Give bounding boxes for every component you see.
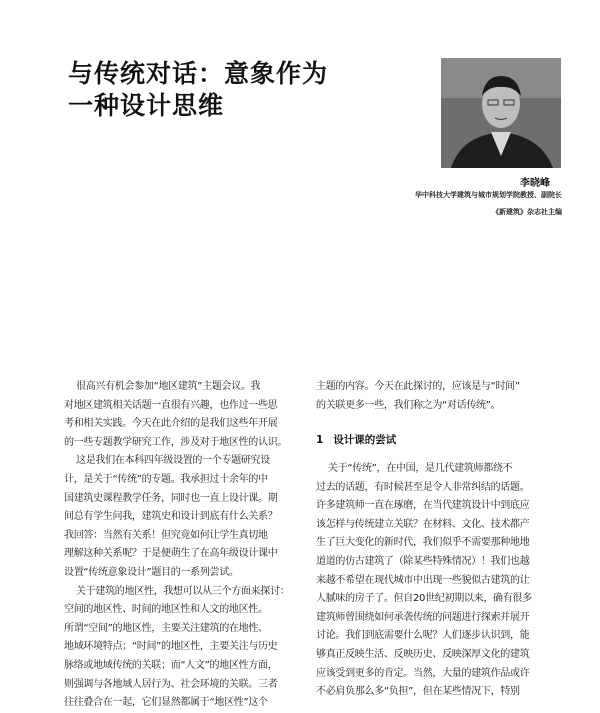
body-column-right [316, 460, 543, 698]
left-column-line: 很高兴有机会参加“地区建筑”主题会议。我 [76, 381, 261, 392]
left-column-line: 的一些专题教学研究工作，涉及对于地区性的认识。 [64, 436, 288, 448]
right-column-top-line: 的关联更多一些，我们称之为“对话传统”。 [316, 399, 501, 411]
author-affiliation-1: 华中科技大学建筑与城市规划学院教授、副院长 [415, 191, 562, 199]
left-column-line: 设置“传统意象设计”题目的一系列尝试。 [64, 566, 239, 578]
body-column-left [64, 378, 292, 709]
right-column-line: 够真正反映生活、反映历史、反映深厚文化的建筑 [316, 648, 530, 660]
right-column-line: 过去的话题，有时候甚至是令人非常纠结的话题。 [316, 481, 530, 493]
right-column-line: 来越不希望在现代城市中出现一些貌似古建筑的让 [316, 574, 530, 586]
right-column-line: 道道的仿古建筑了（除某些特殊情况）！我们也越 [316, 555, 530, 567]
title-line-2: 一种设计思维 [68, 91, 225, 120]
right-column-line: 该怎样与传统建立关联？在材料、文化、技术都产 [316, 518, 530, 530]
right-column-line: 关于“传统”，在中国，是几代建筑师都绕不 [328, 463, 513, 474]
right-column-line: 人腻味的房子了。但自20世纪初期以来，确有很多 [316, 593, 532, 605]
right-column-line: 应该受到更多的肯定。当然，大量的建筑作品或许 [316, 667, 530, 679]
left-column-line: 考和相关实践。今天在此介绍的是我们这些年开展 [64, 418, 278, 430]
left-column-line: 脉络或地域传统的关联；而“人文”的地区性方面， [64, 659, 278, 671]
right-column-line: 讨论。我们到底需要什么呢？人们逐步认识到，能 [316, 630, 530, 642]
author-name: 李晓峰 [520, 178, 550, 189]
left-column-line: 空间的地区性、时间的地区性和人文的地区性。 [64, 604, 268, 616]
right-column-line: 生了巨大变化的新时代，我们似乎不需要那种地地 [316, 537, 530, 549]
author-photo [441, 58, 561, 168]
left-column-line: 地域环境特点；“时间”的地区性，主要关注与历史 [64, 641, 278, 653]
left-column-line: 间总有学生问我，建筑史和设计到底有什么关系？ [64, 511, 278, 523]
left-column-line: 所谓“空间”的地区性，主要关注建筑的在地性、 [64, 622, 268, 634]
right-column-line: 许多建筑师一直在琢磨，在当代建筑设计中到底应 [316, 500, 530, 512]
right-column-top-line: 主题的内容。今天在此探讨的，应该是与“时间” [316, 381, 520, 392]
right-column-line: 建筑师曾围绕如何承袭传统的问题进行探索并展开 [316, 611, 530, 623]
left-column-line: 国建筑史课程教学任务，同时也一直上设计课。期 [64, 492, 278, 504]
article-title [68, 58, 408, 122]
left-column-line: 理解这种关系呢？于是便萌生了在高年级设计课中 [64, 548, 278, 560]
left-column-line: 往往叠合在一起，它们显然都属于“地区性”这个 [64, 697, 268, 709]
author-affiliation-2: 《新建筑》杂志社主编 [492, 208, 562, 216]
title-line-1: 与传统对话：意象作为 [68, 59, 329, 88]
body-column-right-top [316, 378, 543, 416]
left-column-line: 这是我们在本科四年级设置的一个专题研究设 [76, 455, 270, 467]
section-heading [316, 432, 396, 447]
left-column-line: 则强调与各地域人居行为、社会环境的关联。三者 [64, 678, 278, 690]
section-number: 1 [316, 434, 324, 446]
left-column-line: 关于建筑的地区性，我想可以从三个方面来探讨： [76, 585, 290, 597]
left-column-line: 对地区建筑相关话题一直很有兴趣，也作过一些思 [64, 399, 278, 411]
left-column-line: 我回答：当然有关系！但究竟如何让学生真切地 [64, 529, 268, 541]
section-title: 设计课的尝试 [333, 434, 397, 446]
left-column-line: 计，是关于“传统”的专题。我承担过十余年的中 [64, 473, 268, 485]
right-column-line: 不必肩负那么多“负担”，但在某些情况下，特别 [316, 686, 520, 698]
